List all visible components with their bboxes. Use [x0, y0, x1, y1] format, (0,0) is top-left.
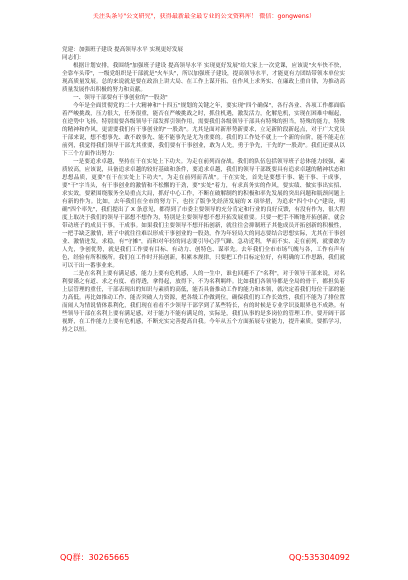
header-banner: 关注头条号"公文研究"，获得最新最全最专业的公文资料库！ 微信：gongwens） — [92, 13, 316, 20]
document-body — [62, 46, 345, 334]
footer-contact — [60, 553, 350, 563]
paragraph-body: 一是要追求卓越，坚持在干在实处上下功夫。为走在前列而奋战。我们的队伍包括领导班子总体能力较强，素质较高，应该说，具备追求卓越的较好基础和条件，要追求卓越，我们的领导干部既要具有追求卓越的精神状态和思想品质，更要"在干在实处上下功夫"，为走在前列而苦战"。干在实处，首先是要想干事、能干事、干成事，要"干"字当头，有干事创业的激情和不松懈的干劲，要"实处"着力，有求真务实的作风，要实绩、做实事出实招、求实效，要紧围绕服务全局重点大局，抓好中心工作，不断在破解制约的积极和率先发展的突出问题和瓶颈问题上有新的作为。比如，去年我们在全市的努力下，也拉了版争先经济发展的 X 项举措，为追求"四个中心"建设，明确"四个率先"，我们提出了 X 条意见，都得到了市委主要领导的充分肯定和行业的良好反馈，有没有作为，很大程度上取决于我们的领导干部想不想作为，特别是主要领导想不想开拓发展重要。只要一把手不断地开拓创新，就会带动班子的成员干事，干成事。如果我们主要领导不想开拓创新，就往往会抑制班子其他成员开拓创新的积极性，一把手缺乏激情，班子中就往往难以形成干事创业的一股劲，作为年轻局大的同志要结合思想实际，尤其在干事创业、激情迸发，求稳，有"守摊"，而和对年轻的同志要引导心浮气躁、急功近利，华而不实、走在前列，就要敢为人先，争创优势，就是我们工作要有目标、有动力、创特色、谋率先。去年我们全市市场气魄与各，工作有声有色，经验有所积极所。我们在工作时开拓创新，积累本规律，只要把工作目标定位好，有明确的工作思路，我们就可以干出一番事业来。 — [62, 159, 345, 269]
qq-group: QQ群：30265665 — [60, 553, 130, 562]
paragraph-body: 今年是全面贯彻党的二十大精神和"十四五"规划的关键之年，要实现"四个确保"，各行各业、各项工作都面临着严峻挑战，压力很大，任务很重，能否在严峻挑战之时，抓住机遇，激发活力，化解危机，实现在困难中崛起，在逆势中飞扬，特别需要各级领导干部发挥引领作用，需要我们各级领导干部具有特殊的担当，特殊的能力，特殊的精神和作风，更需要我们有干事创业的"一股劲"。尤其是面对新形势新要求，立足新阶段新起点，对于广大党员干部来说，想不想事先、敢不敢事先、能不能事先是尤为重要的。我们的工作处不就上一个新的台阶，能不能走在前列，我觉得我们领导干部尤其重要，我们要有干事创业，敢为人先，勇于争先，干先的"一股劲"。我们还要从以下三个方面作出努力： — [62, 103, 345, 157]
paragraph-body: 二是在名利上要有满足感，能力上要有危机感，人的一生中，谁也回避不了"名利"，对于领导干部来说，对名利要谨之有道、求之有度、看得透，拿得起，放得下，不为名利羁绊。比如我们各领导都是全局的骨干，都担负着上层管理的重任，干部表现出的知识与素质的高低，能否具备推动工作的能力和本领，就决定着我们每位干部的能力高低。再比如推动工作、能否突破人力资源，把各级工作做到位，确保我们的工作长效性，我们不能为了排位置而闹人为情说情体系利化，我们现在看看不少领导干部学到了某些特长，有的时候是专业学识及眼界也不成熟。有些领导干部在名利上要有满足感，对于能力不能有满足的，实际是，我们从事的是多岗位的管理工作，要开阔干部视野，在工作能力上要有危机感，不断充实完善提高自我。今年从五个方面拓展专业能力，提升素质，要抓学习，持之以恒。 — [62, 271, 345, 333]
document-title: 党建：加强班子建设 提高领导水平 实现更好发展 — [62, 47, 184, 53]
section-heading: 一、领导干部要有干事创业的"一股劲" — [73, 95, 168, 101]
paragraph-intro: 根据计划安排，我围绕"加强班子建设 提高领导水平 实现更好发展"给大家上一次党课，应该说"火车快不快，全靠车头带"，一级党组织是干部就是"火车头"，所以加强班子建设，提高领导水平，才能更有力团结带领本单位实现高质量发展。总的来说就是要在政治上讲大局、在工作上谋开拓、在作风上求务实、在廉政上重自律，为推动高质量发展作出积极的努力和贡献。 — [62, 63, 345, 93]
qq-number: QQ:535304092 — [288, 553, 350, 562]
greeting: 同志们： — [62, 55, 85, 61]
